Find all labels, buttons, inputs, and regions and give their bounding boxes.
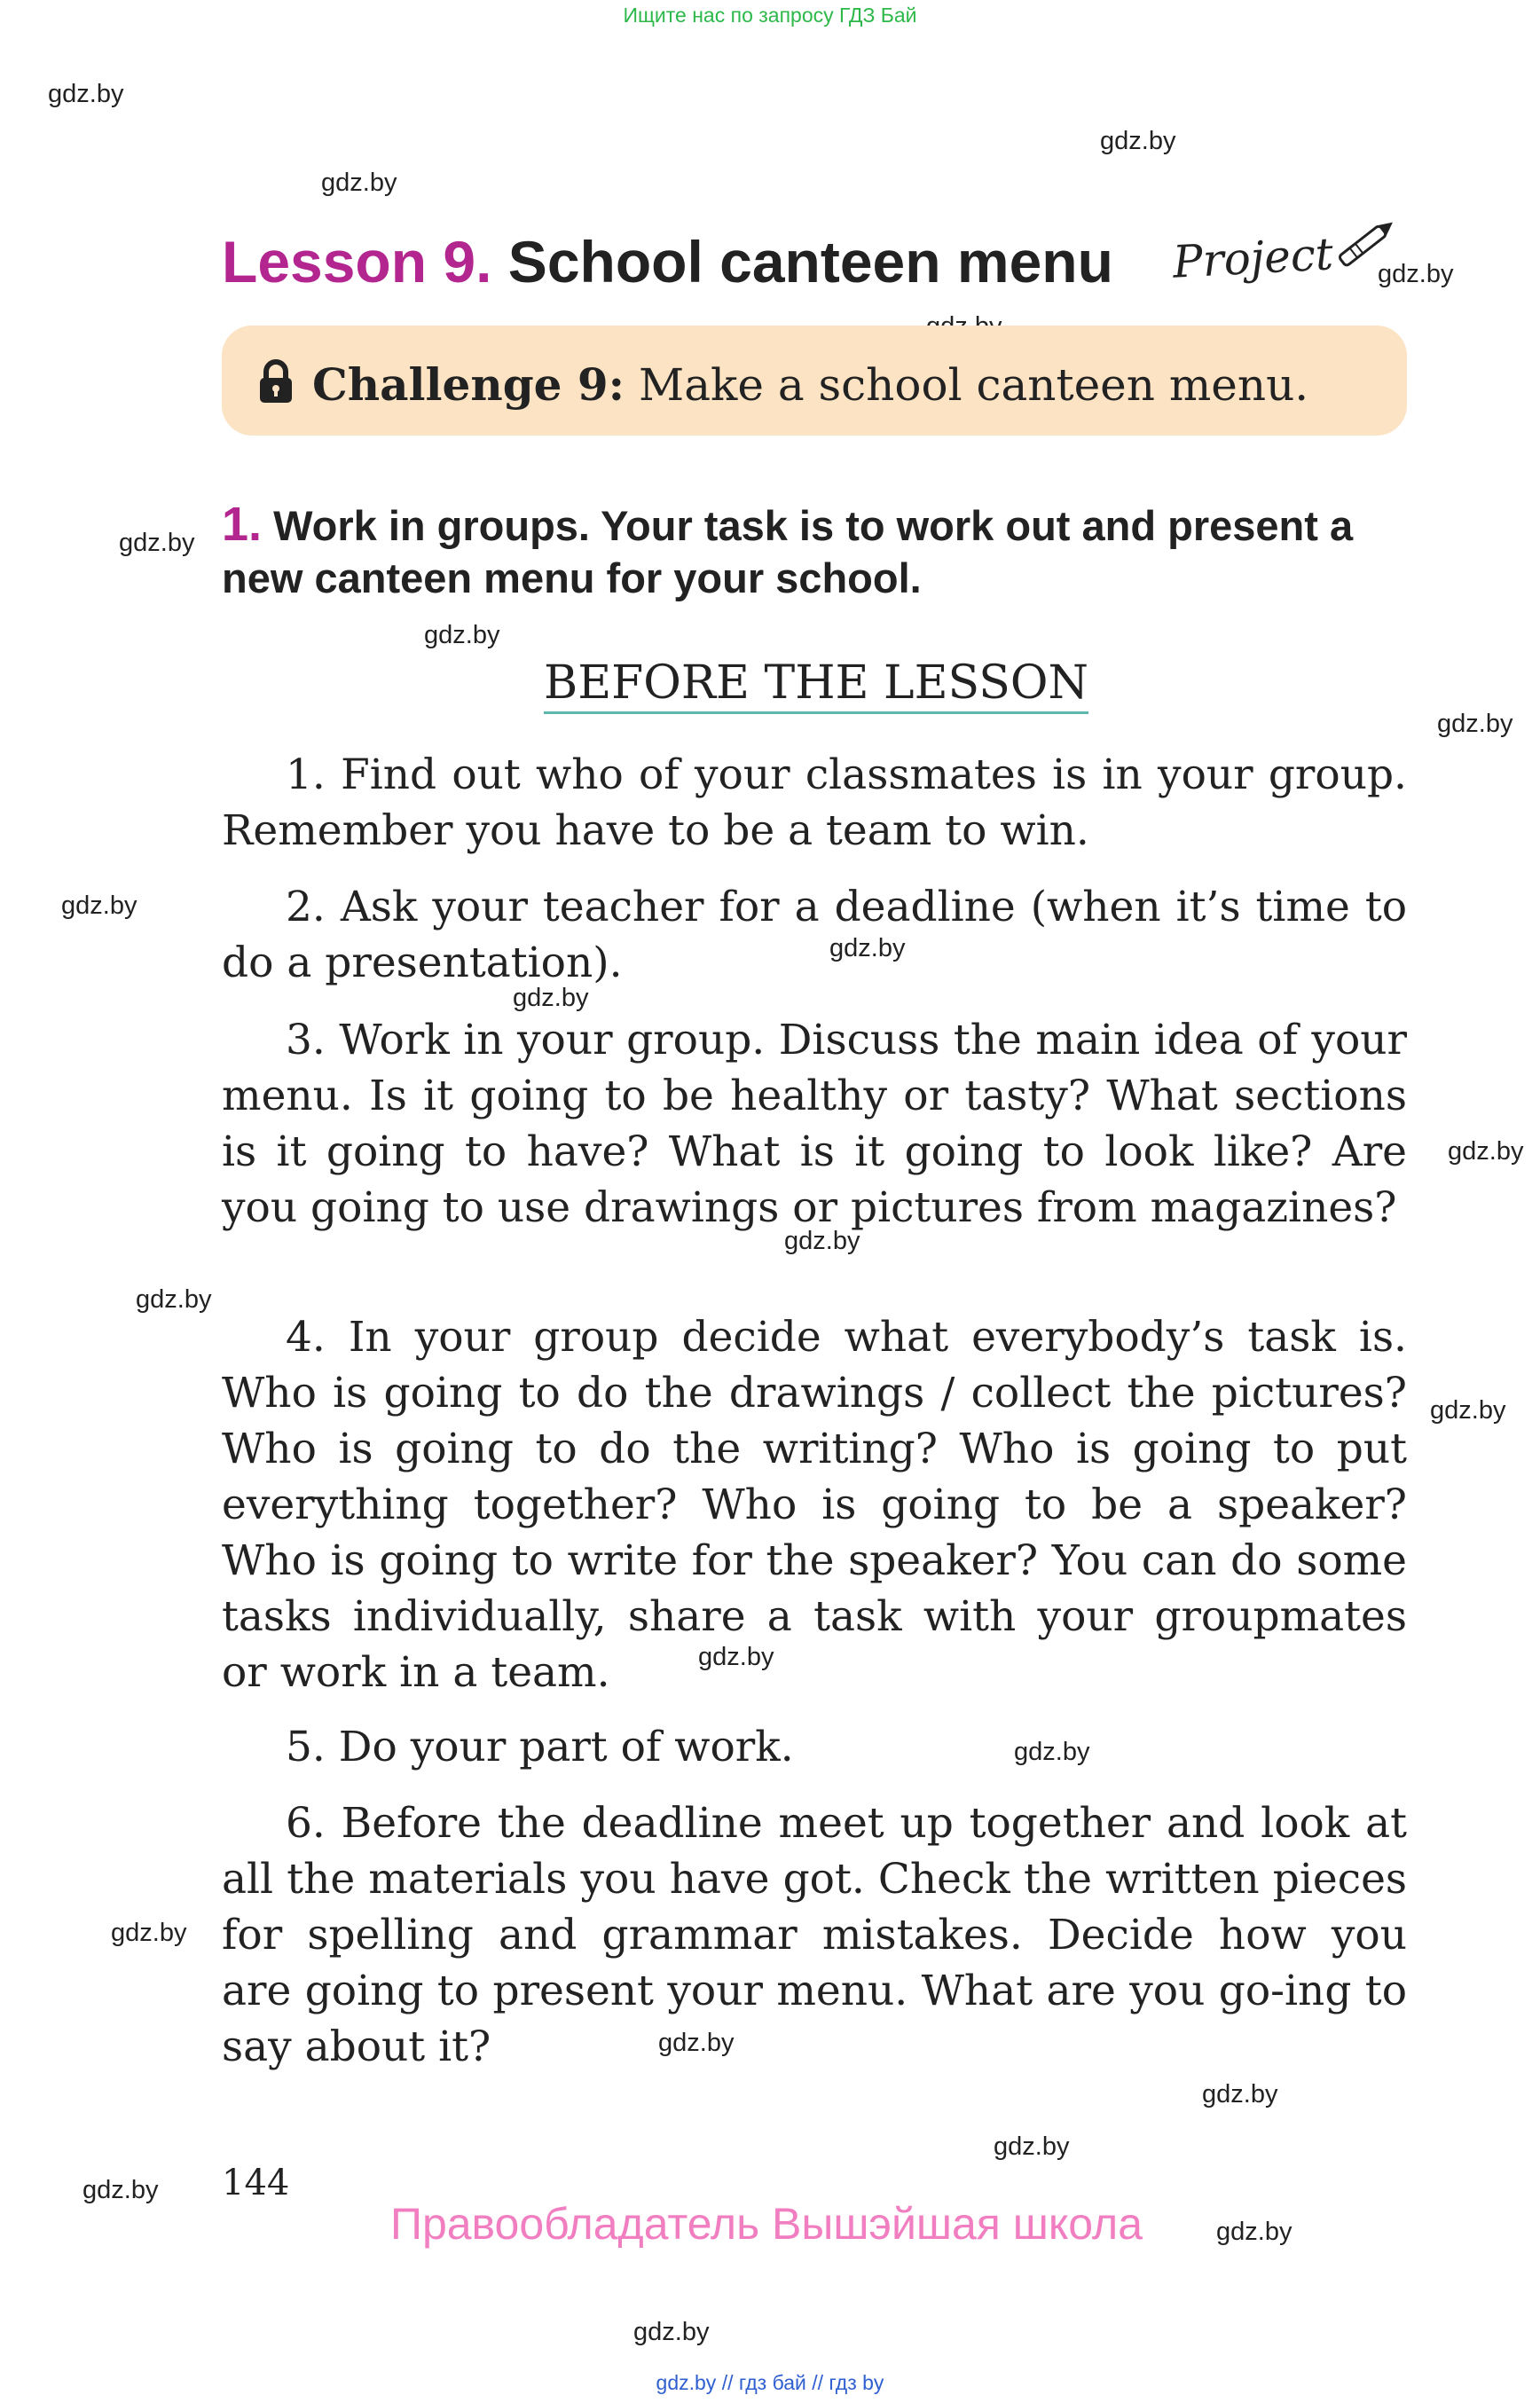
- section-heading-text: BEFORE THE LESSON: [544, 656, 1088, 714]
- watermark: gdz.by: [658, 2029, 735, 2057]
- bottom-banner: gdz.by // гдз бай // гдз by: [656, 2371, 884, 2394]
- watermark: gdz.by: [698, 1643, 774, 1671]
- watermark: gdz.by: [994, 2132, 1070, 2161]
- watermark: gdz.by: [1100, 127, 1176, 155]
- step-5: 5. Do your part of work.: [286, 1723, 794, 1771]
- watermark: gdz.by: [61, 891, 138, 920]
- lesson-title-row: [222, 226, 1113, 297]
- watermark: gdz.by: [633, 2318, 710, 2346]
- top-banner: Ищите нас по запросу ГДЗ Бай: [623, 4, 917, 27]
- project-label: Project: [1171, 228, 1335, 288]
- task-number: 1.: [222, 498, 263, 551]
- watermark: gdz.by: [829, 934, 906, 962]
- watermark: gdz.by: [513, 984, 589, 1012]
- pen-icon: [1331, 211, 1402, 275]
- watermark: gdz.by: [48, 80, 124, 108]
- copyright-owner: Правообладатель Вышэйшая школа: [390, 2199, 1143, 2249]
- watermark: gdz.by: [119, 529, 195, 557]
- challenge-label: Challenge 9:: [312, 358, 625, 411]
- watermark: gdz.by: [321, 169, 397, 197]
- watermark: gdz.by: [1378, 260, 1454, 288]
- watermark: gdz.by: [1202, 2080, 1278, 2109]
- watermark: gdz.by: [1437, 710, 1513, 738]
- section-heading: [222, 656, 1410, 710]
- page-number: 144: [222, 2163, 290, 2203]
- lesson-number: Lesson 9.: [222, 229, 492, 294]
- watermark: gdz.by: [1014, 1738, 1090, 1766]
- watermark: gdz.by: [784, 1227, 860, 1255]
- lesson-title: School canteen menu: [507, 229, 1113, 294]
- step-4: 4. In your group decide what everybody’s task is. Who is going to do the drawings / collect the pictures? Who is going to do the writing? Who is going to put everything together? Who is going to be a speaker? Who is going to write for the speaker? You can do some tasks individually, share a task with your groupmates or work in a team.: [222, 1313, 1407, 1697]
- challenge-text: [312, 358, 1308, 411]
- lock-icon: [257, 359, 295, 405]
- challenge-description: Make a school canteen menu.: [639, 359, 1309, 411]
- watermark: gdz.by: [1430, 1396, 1506, 1425]
- watermark: gdz.by: [136, 1285, 212, 1314]
- watermark: gdz.by: [111, 1919, 187, 1947]
- watermark: gdz.by: [1448, 1137, 1524, 1166]
- watermark: gdz.by: [1216, 2218, 1292, 2246]
- task-text: Work in groups. Your task is to work out and present a new canteen menu for your school.: [222, 502, 1354, 601]
- step-3: 3. Work in your group. Discuss the main idea of your menu. Is it going to be healthy or tasty? What sections is it going to have? What is it going to look like? Are you going to use drawings or pictures from magazines?: [222, 1016, 1407, 1232]
- watermark: gdz.by: [82, 2176, 159, 2204]
- task-instruction: [222, 499, 1410, 604]
- watermark: gdz.by: [424, 621, 500, 649]
- step-6: 6. Before the deadline meet up together and look at all the materials you have got. Check the written pieces for spelling and grammar mistakes. Decide how you are going to present your menu. What are you go-ing to say about it?: [222, 1799, 1407, 2071]
- step-2: 2. Ask your teacher for a deadline (when it’s time to do a presentation).: [222, 883, 1407, 987]
- step-1: 1. Find out who of your classmates is in your group. Remember you have to be a team to win.: [222, 750, 1407, 855]
